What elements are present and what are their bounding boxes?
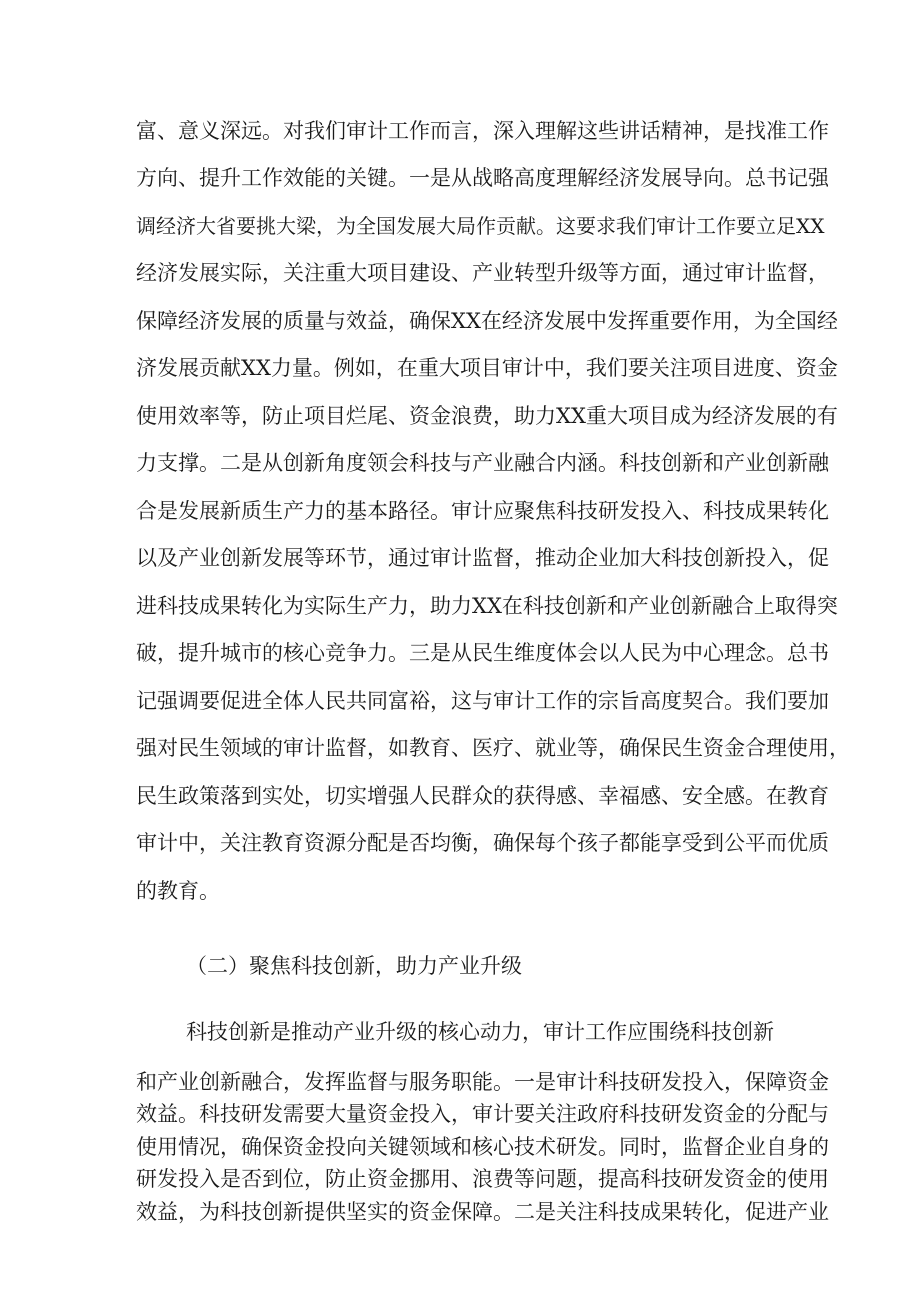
paragraph-line: 使用效率等，防止项目烂尾、资金浪费，助力XX重大项目成为经济发展的有 <box>136 404 838 428</box>
paragraph-line: 记强调要促进全体人民共同富裕，这与审计工作的宗旨高度契合。我们要加 <box>136 689 829 713</box>
paragraph-line: 使用情况，确保资金投向关键领域和核心技术研发。同时，监督企业自身的 <box>136 1135 829 1159</box>
paragraph-line: 方向、提升工作效能的关键。一是从战略高度理解经济发展导向。总书记强 <box>136 166 829 190</box>
paragraph-line: 进科技成果转化为实际生产力，助力XX在科技创新和产业创新融合上取得突 <box>136 594 838 618</box>
paragraph-line: 调经济大省要挑大梁，为全国发展大局作贡献。这要求我们审计工作要立足XX <box>136 214 825 238</box>
paragraph-line: 和产业创新融合，发挥监督与服务职能。一是审计科技研发投入，保障资金 <box>136 1070 829 1094</box>
paragraph-line: 的教育。 <box>136 879 220 903</box>
paragraph-line: 合是发展新质生产力的基本路径。审计应聚焦科技研发投入、科技成果转化 <box>136 499 829 523</box>
paragraph-line: 保障经济发展的质量与效益，确保XX在经济发展中发挥重要作用，为全国经 <box>136 309 838 333</box>
paragraph-line: 济发展贡献XX力量。例如，在重大项目审计中，我们要关注项目进度、资金 <box>136 356 838 380</box>
paragraph-line: 破，提升城市的核心竞争力。三是从民生维度体会以人民为中心理念。总书 <box>136 641 829 665</box>
paragraph-line: 审计中，关注教育资源分配是否均衡，确保每个孩子都能享受到公平而优质 <box>136 831 829 855</box>
paragraph-line: 力支撑。二是从创新角度领会科技与产业融合内涵。科技创新和产业创新融 <box>136 451 829 475</box>
section-heading: （二）聚焦科技创新，助力产业升级 <box>186 954 522 978</box>
paragraph-line: 研发投入是否到位，防止资金挪用、浪费等问题，提高科技研发资金的使用 <box>136 1167 829 1191</box>
paragraph-line: 效益，为科技创新提供坚实的资金保障。二是关注科技成果转化，促进产业 <box>136 1200 829 1224</box>
paragraph-line: 富、意义深远。对我们审计工作而言，深入理解这些讲话精神，是找准工作 <box>136 119 829 143</box>
paragraph-intro-line: 科技创新是推动产业升级的核心动力，审计工作应围绕科技创新 <box>186 1020 774 1044</box>
paragraph-line: 强对民生领域的审计监督，如教育、医疗、就业等，确保民生资金合理使用， <box>136 736 850 760</box>
paragraph-line: 以及产业创新发展等环节，通过审计监督，推动企业加大科技创新投入，促 <box>136 546 829 570</box>
paragraph-line: 效益。科技研发需要大量资金投入，审计要关注政府科技研发资金的分配与 <box>136 1102 829 1126</box>
paragraph-line: 民生政策落到实处，切实增强人民群众的获得感、幸福感、安全感。在教育 <box>136 784 829 808</box>
paragraph-line: 经济发展实际，关注重大项目建设、产业转型升级等方面，通过审计监督， <box>136 261 829 285</box>
